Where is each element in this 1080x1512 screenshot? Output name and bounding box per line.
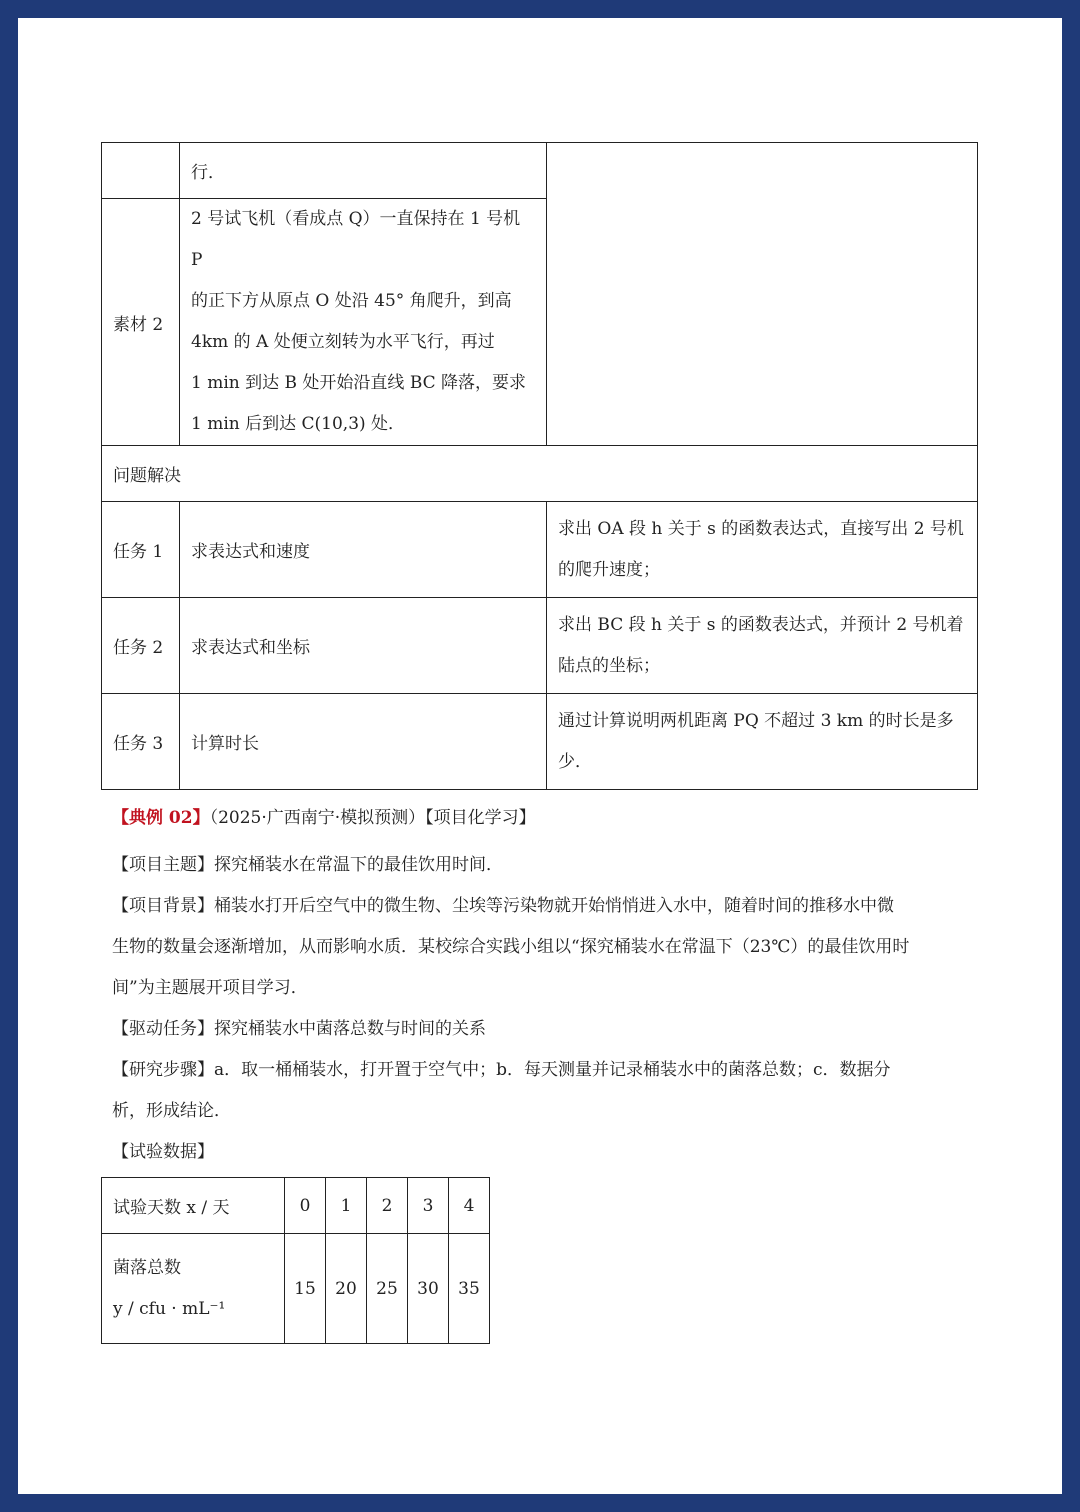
count-cell: 30	[408, 1234, 449, 1344]
table-row	[102, 143, 978, 199]
count-cell: 25	[367, 1234, 408, 1344]
count-cell: 20	[326, 1234, 367, 1344]
days-header: 试验天数 x / 天	[102, 1178, 285, 1234]
table-row	[102, 1178, 490, 1234]
material-line: 的正下方从原点 O 处沿 45° 角爬升，到高	[191, 291, 512, 311]
task-desc-line: 求出 BC 段 h 关于 s 的函数表达式，并预计 2 号机着	[558, 614, 964, 635]
task-description	[547, 598, 978, 694]
continued-text: 行．	[180, 143, 547, 199]
day-cell: 4	[449, 1178, 490, 1234]
example-section	[101, 798, 979, 1173]
count-header-unit: y / cfu · mL⁻¹	[113, 1298, 226, 1319]
material-content	[180, 199, 547, 446]
material-line: 2 号试飞机（看成点 Q）一直保持在 1 号机 P	[191, 209, 521, 270]
task-title: 计算时长	[180, 694, 547, 790]
count-header	[102, 1234, 285, 1344]
project-background: 【项目背景】桶装水打开后空气中的微生物、尘埃等污染物就开始悄悄进入水中，随着时间的推移水中微	[112, 896, 894, 916]
count-cell: 15	[285, 1234, 326, 1344]
table-cell-empty	[102, 143, 180, 199]
material-label: 素材 2	[102, 199, 180, 446]
task-desc-line: 通过计算说明两机距离 PQ 不超过 3 km 的时长是多	[558, 710, 954, 731]
task-desc-line: 少．	[558, 751, 592, 772]
task-title: 求表达式和坐标	[180, 598, 547, 694]
task-label: 任务 3	[102, 694, 180, 790]
day-cell: 0	[285, 1178, 326, 1234]
example-tag: 【典例 02】	[112, 808, 210, 828]
task-title: 求表达式和速度	[180, 502, 547, 598]
table-row	[102, 446, 978, 502]
project-background-cont: 生物的数量会逐渐增加，从而影响水质．某校综合实践小组以“探究桶装水在常温下（23℃）的最佳饮用时	[112, 937, 910, 957]
document-content	[101, 142, 979, 1344]
task-desc-line: 的爬升速度；	[558, 559, 660, 580]
task-desc-line: 求出 OA 段 h 关于 s 的函数表达式，直接写出 2 号机	[558, 518, 964, 539]
experiment-data-table	[101, 1177, 490, 1344]
section-header: 问题解决	[102, 446, 978, 502]
task-description	[547, 694, 978, 790]
table-row	[102, 694, 978, 790]
table-cell-blank	[547, 143, 978, 446]
count-cell: 35	[449, 1234, 490, 1344]
task-description	[547, 502, 978, 598]
day-cell: 3	[408, 1178, 449, 1234]
day-cell: 1	[326, 1178, 367, 1234]
document-page	[18, 18, 1062, 1494]
task-label: 任务 1	[102, 502, 180, 598]
project-table	[101, 142, 978, 790]
research-steps: 【研究步骤】a．取一桶桶装水，打开置于空气中；b．每天测量并记录桶装水中的菌落总数；c．数据分	[112, 1060, 891, 1080]
driving-task: 【驱动任务】探究桶装水中菌落总数与时间的关系	[112, 1019, 486, 1039]
example-source: （2025·广西南宁·模拟预测）【项目化学习】	[209, 808, 536, 828]
research-steps-cont: 析，形成结论．	[112, 1101, 231, 1121]
table-row	[102, 598, 978, 694]
project-background-cont: 间”为主题展开项目学习．	[112, 978, 308, 998]
material-line: 1 min 到达 B 处开始沿直线 BC 降落，要求	[191, 373, 527, 393]
table-row	[102, 1234, 490, 1344]
project-topic: 【项目主题】探究桶装水在常温下的最佳饮用时间．	[112, 855, 503, 875]
task-desc-line: 陆点的坐标；	[558, 655, 660, 676]
experiment-data-heading: 【试验数据】	[112, 1142, 214, 1162]
count-header-line: 菌落总数	[113, 1257, 181, 1278]
example-heading	[101, 798, 979, 839]
material-line: 1 min 后到达 C(10,3) 处．	[191, 414, 406, 434]
task-label: 任务 2	[102, 598, 180, 694]
day-cell: 2	[367, 1178, 408, 1234]
table-row	[102, 502, 978, 598]
material-line: 4km 的 A 处便立刻转为水平飞行，再过	[191, 332, 495, 352]
